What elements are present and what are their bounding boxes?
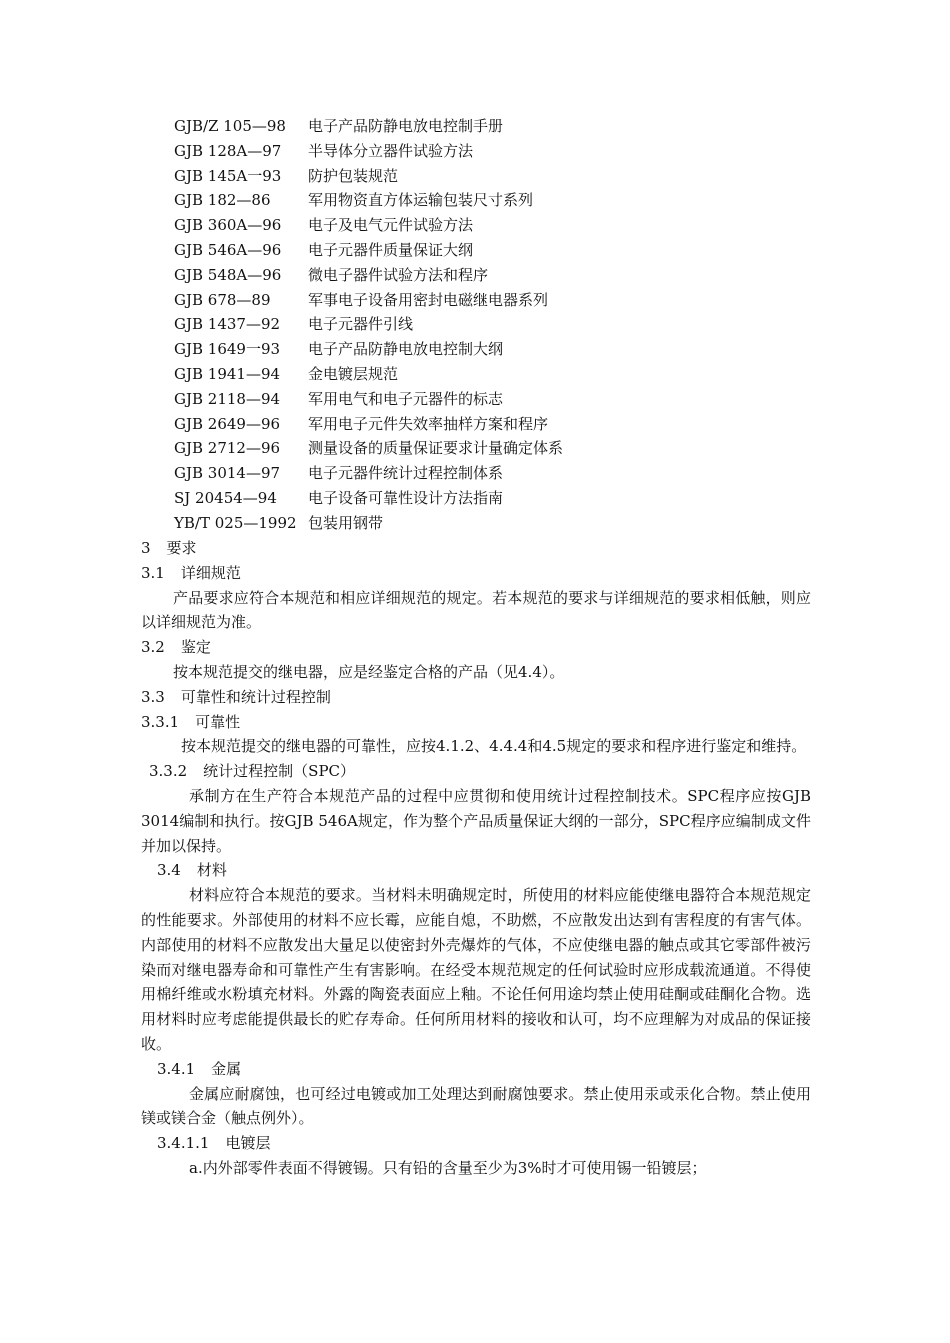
- section-number: 3.3: [141, 687, 165, 706]
- reference-code: GJB 128A—97: [174, 141, 282, 160]
- reference-row: [174, 511, 794, 536]
- section-number: 3.4: [157, 861, 181, 880]
- section-title: 可靠性和统计过程控制: [180, 687, 331, 706]
- reference-title: 电子及电气元件试验方法: [308, 216, 474, 235]
- reference-code: GJB 145A一93: [174, 166, 282, 185]
- section-title: 要求: [166, 539, 197, 557]
- section-title: 金属: [211, 1059, 242, 1078]
- reference-title: 微电子器件试验方法和程序: [308, 265, 489, 284]
- section-heading-3-4: [141, 858, 811, 883]
- section-heading-3-4-1-1: [141, 1131, 811, 1156]
- section-number: 3.4.1.1: [157, 1134, 210, 1153]
- section-heading-3-3: [141, 685, 811, 710]
- reference-code: GJB/Z 105—98: [174, 117, 286, 135]
- reference-row: [174, 436, 794, 461]
- reference-row: [174, 337, 794, 362]
- reference-title: 防护包装规范: [308, 166, 399, 185]
- reference-code: YB/T 025—1992: [174, 513, 297, 532]
- section-heading-3-4-1: [141, 1057, 811, 1082]
- reference-code: GJB 360A—96: [174, 216, 282, 235]
- section-number: 3.3.2: [149, 762, 188, 781]
- requirements-body: [141, 536, 811, 1181]
- section-heading-3-2: [141, 635, 811, 660]
- section-number: 3.2: [141, 638, 165, 657]
- reference-code: GJB 2712—96: [174, 439, 281, 458]
- reference-row: [174, 188, 794, 213]
- reference-row: [174, 114, 794, 139]
- reference-row: [174, 387, 794, 412]
- reference-code: GJB 2118—94: [174, 389, 281, 408]
- section-title: 材料: [196, 861, 227, 880]
- reference-title: 半导体分立器件试验方法: [308, 141, 474, 160]
- reference-code: GJB 3014—97: [174, 464, 281, 483]
- reference-row: [174, 362, 794, 387]
- paragraph-3-2: 按本规范提交的继电器，应是经鉴定合格的产品（见4.4）。: [173, 662, 565, 681]
- section-number: 3.4.1: [157, 1059, 196, 1078]
- reference-code: GJB 1941—94: [174, 364, 281, 383]
- reference-title: 军用电气和电子元器件的标志: [308, 389, 504, 408]
- section-heading-3-3-2: [141, 759, 811, 784]
- section-heading-3: [141, 536, 811, 561]
- reference-code: SJ 20454—94: [174, 488, 277, 507]
- section-number: 3: [141, 539, 151, 557]
- reference-title: 测量设备的质量保证要求计量确定体系: [308, 439, 564, 458]
- section-title: 鉴定: [180, 638, 211, 657]
- section-number: 3.1: [141, 563, 165, 582]
- reference-title: 电子产品防静电放电控制手册: [308, 117, 504, 135]
- reference-title: 军用电子元件失效率抽样方案和程序: [308, 414, 549, 433]
- reference-row: [174, 486, 794, 511]
- reference-title: 电子元器件引线: [308, 315, 414, 334]
- section-heading-3-1: [141, 561, 811, 586]
- reference-row: [174, 312, 794, 337]
- reference-row: [174, 461, 794, 486]
- reference-row: [174, 238, 794, 263]
- reference-row: [174, 263, 794, 288]
- section-heading-3-3-1: [141, 710, 811, 735]
- paragraph-3-3-1: 按本规范提交的继电器的可靠性，应按4.1.2、4.4.4和4.5规定的要求和程序进行鉴定和维持。: [181, 737, 807, 756]
- reference-code: GJB 1437—92: [174, 315, 281, 334]
- paragraph-3-4-1: 金属应耐腐蚀，也可经过电镀或加工处理达到耐腐蚀要求。禁止使用汞或汞化合物。禁止使用镁或镁合金（触点例外）。: [141, 1084, 811, 1128]
- reference-title: 电子元器件质量保证大纲: [308, 240, 474, 259]
- reference-title: 包装用钢带: [308, 513, 384, 532]
- section-title: 统计过程控制（SPC）: [203, 762, 356, 781]
- reference-code: GJB 1649一93: [174, 340, 281, 359]
- reference-row: [174, 213, 794, 238]
- reference-title: 电子产品防静电放电控制大纲: [308, 340, 504, 359]
- reference-row: [174, 139, 794, 164]
- reference-title: 军用物资直方体运输包装尺寸系列: [308, 191, 534, 210]
- section-number: 3.3.1: [141, 712, 180, 731]
- reference-title: 电子设备可靠性设计方法指南: [308, 488, 504, 507]
- reference-code: GJB 2649—96: [174, 414, 281, 433]
- paragraph-3-4: 材料应符合本规范的要求。当材料未明确规定时，所使用的材料应能使继电器符合本规范规定的性能要求。外部使用的材料不应长霉，应能自熄，不助燃，不应散发出达到有害程度的有害气体。内部使用的材料不应散发出大量足以使密封外壳爆炸的气体，不应使继电器的触点或其它零部件被污染而对继电器寿命和可靠性产生有害影响。在经受本规范规定的任何试验时应形成载流通道。不得使用棉纤维或水粉填充材料。外露的陶瓷表面应上釉。不论任何用途均禁止使用硅酮或硅酮化合物。选用材料时应考虑能提供最长的贮存寿命。任何所用材料的接收和认可，均不应理解为对成品的保证接收。: [141, 886, 811, 1053]
- reference-code: GJB 182—86: [174, 191, 271, 210]
- reference-row: [174, 412, 794, 437]
- section-title: 可靠性: [195, 712, 241, 731]
- reference-code: GJB 548A—96: [174, 265, 282, 284]
- reference-row: [174, 288, 794, 313]
- reference-code: GJB 678—89: [174, 290, 271, 309]
- reference-code: GJB 546A—96: [174, 240, 282, 259]
- section-title: 电镀层: [225, 1134, 271, 1153]
- reference-title: 金电镀层规范: [308, 364, 399, 383]
- reference-title: 军事电子设备用密封电磁继电器系列: [308, 290, 549, 309]
- reference-title: 电子元器件统计过程控制体系: [308, 464, 504, 483]
- paragraph-3-3-2: 承制方在生产符合本规范产品的过程中应贯彻和使用统计过程控制技术。SPC程序应按GJB 3014编制和执行。按GJB 546A规定，作为整个产品质量保证大纲的一部分，SPC程序应编制成文件并加以保持。: [141, 786, 811, 855]
- section-title: 详细规范: [180, 563, 241, 582]
- reference-row: [174, 164, 794, 189]
- reference-standards-list: [174, 114, 794, 536]
- paragraph-3-1: 产品要求应符合本规范和相应详细规范的规定。若本规范的要求与详细规范的要求相低触，则应以详细规范为准。: [141, 588, 811, 632]
- list-item-a: a.内外部零件表面不得镀锡。只有铅的含量至少为3%时才可使用锡一铅镀层；: [189, 1158, 707, 1177]
